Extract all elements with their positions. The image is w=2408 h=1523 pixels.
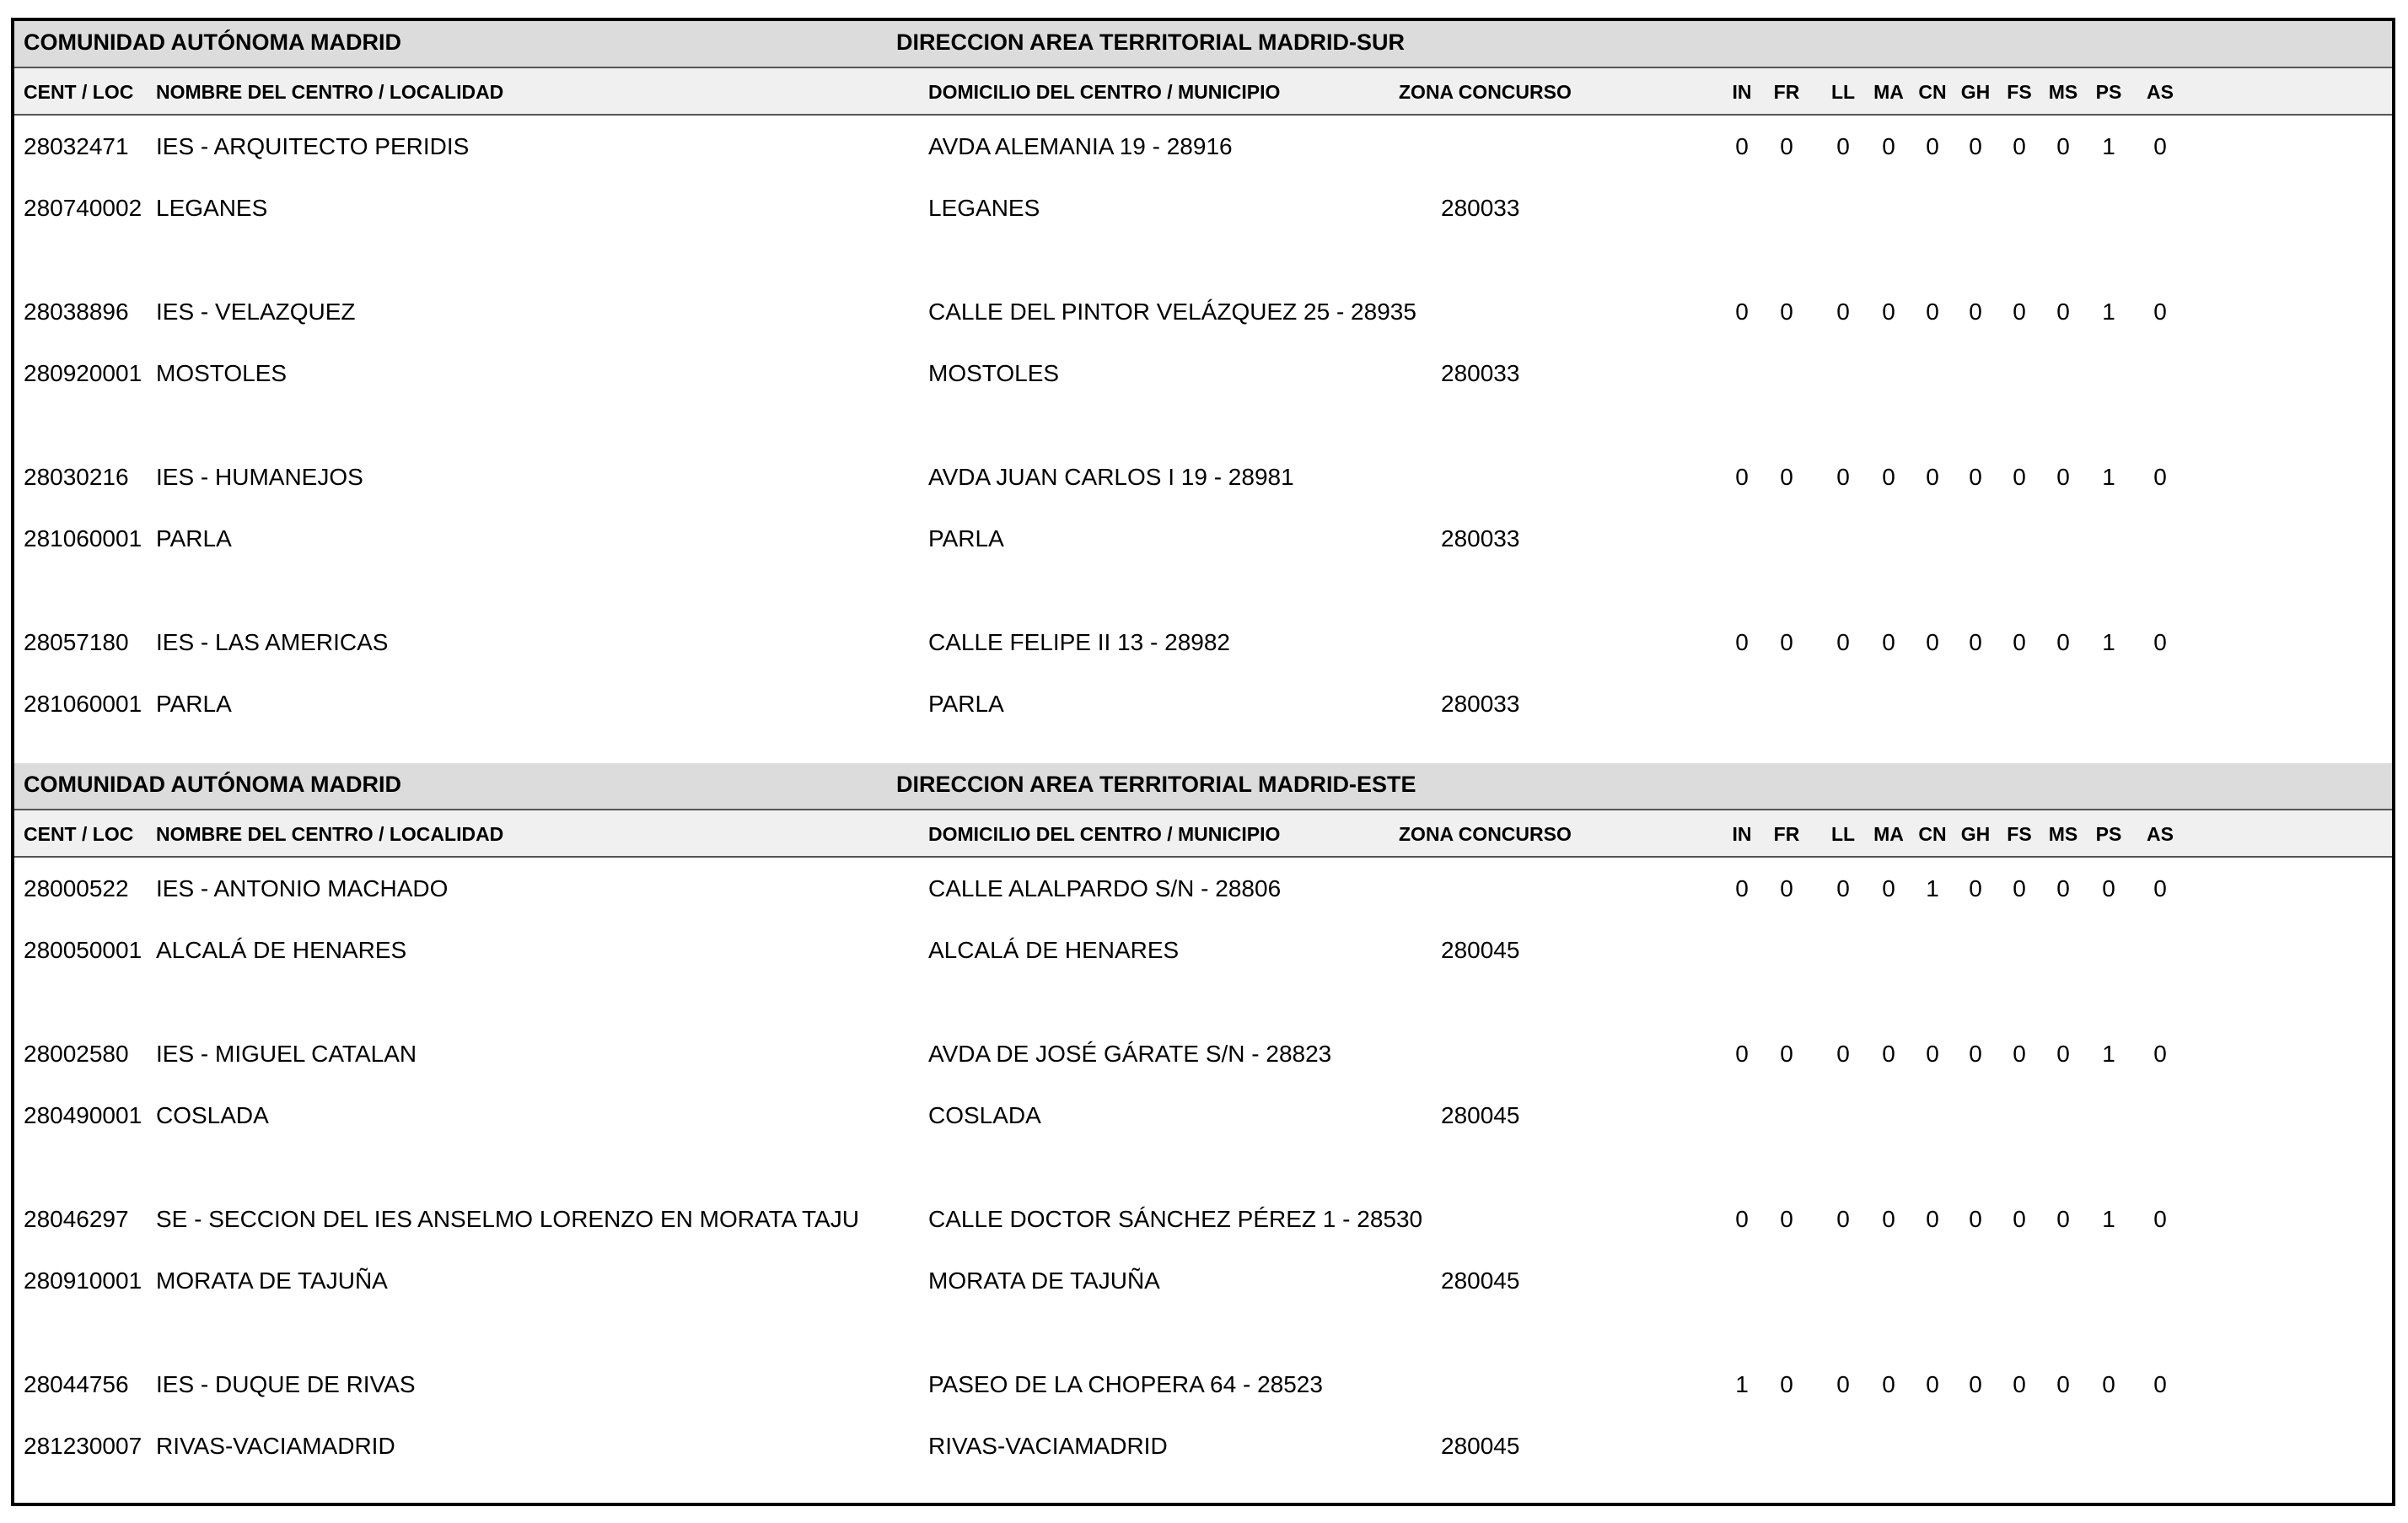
specialty-count: 1 — [2102, 1041, 2115, 1067]
locality-code: 280490001 — [24, 1102, 142, 1128]
locality-name: PARLA — [156, 691, 232, 717]
specialty-count: 0 — [1926, 133, 1939, 159]
column-header-specialty: IN — [1732, 823, 1752, 845]
specialty-count: 0 — [1969, 133, 1982, 159]
center-entry — [14, 120, 2392, 285]
specialty-count: 0 — [1836, 299, 1850, 325]
specialty-count: 0 — [2013, 629, 2026, 655]
locality-code: 280050001 — [24, 937, 142, 963]
specialty-count: 0 — [2056, 629, 2070, 655]
specialty-count: 0 — [1882, 133, 1895, 159]
specialty-count: 0 — [1926, 299, 1939, 325]
specialty-count: 0 — [1780, 1206, 1793, 1232]
locality-name: MOSTOLES — [156, 360, 288, 386]
specialty-count: 1 — [1926, 875, 1939, 901]
center-entry — [14, 616, 2392, 781]
zone-code: 280033 — [1441, 195, 1520, 221]
specialty-count: 0 — [1780, 464, 1793, 490]
specialty-count: 0 — [2153, 875, 2167, 901]
column-header-specialty: MS — [2048, 823, 2078, 845]
specialty-count: 0 — [2013, 875, 2026, 901]
specialty-count: 0 — [2056, 875, 2070, 901]
specialty-count: 0 — [2013, 1041, 2026, 1067]
column-header-specialty: PS — [2095, 823, 2122, 845]
center-name: IES - VELAZQUEZ — [156, 299, 356, 325]
section-title-bar — [14, 21, 2392, 68]
specialty-count: 0 — [1735, 875, 1749, 901]
locality-code: 281060001 — [24, 691, 142, 717]
center-address: AVDA ALEMANIA 19 - 28916 — [928, 133, 1233, 159]
specialty-count: 0 — [2056, 1371, 2070, 1397]
center-address: PASEO DE LA CHOPERA 64 - 28523 — [928, 1371, 1323, 1397]
specialty-count: 0 — [2013, 133, 2026, 159]
center-code: 28038896 — [24, 299, 129, 325]
column-header-specialty: FS — [2007, 823, 2032, 845]
specialty-count: 0 — [1735, 629, 1749, 655]
center-address: CALLE DOCTOR SÁNCHEZ PÉREZ 1 - 28530 — [928, 1206, 1423, 1232]
specialty-count: 0 — [1926, 464, 1939, 490]
specialty-count: 0 — [1735, 299, 1749, 325]
locality-name: RIVAS-VACIAMADRID — [156, 1433, 395, 1459]
column-header-code: CENT / LOC — [24, 823, 134, 845]
column-header-zone: ZONA CONCURSO — [1399, 823, 1572, 845]
center-code: 28057180 — [24, 629, 129, 655]
report-frame — [11, 18, 2395, 1506]
municipality-name: COSLADA — [928, 1102, 1041, 1128]
municipality-name: ALCALÁ DE HENARES — [928, 937, 1180, 963]
specialty-count: 1 — [2102, 299, 2115, 325]
column-header-specialty: CN — [1918, 81, 1947, 103]
specialty-count: 0 — [1882, 1041, 1895, 1067]
municipality-name: MORATA DE TAJUÑA — [928, 1267, 1160, 1294]
specialty-count: 0 — [1836, 464, 1850, 490]
region-title: COMUNIDAD AUTÓNOMA MADRID — [24, 772, 401, 797]
specialty-count: 0 — [2013, 299, 2026, 325]
center-name: SE - SECCION DEL IES ANSELMO LORENZO EN MORATA TAJU — [156, 1206, 859, 1232]
specialty-count: 0 — [2102, 1371, 2115, 1397]
specialty-count: 0 — [2153, 299, 2167, 325]
specialty-count: 0 — [1969, 1041, 1982, 1067]
specialty-count: 0 — [2153, 1041, 2167, 1067]
specialty-count: 0 — [1882, 875, 1895, 901]
specialty-count: 0 — [2153, 1371, 2167, 1397]
center-code: 28032471 — [24, 133, 129, 159]
locality-name: PARLA — [156, 525, 232, 552]
specialty-count: 0 — [1836, 133, 1850, 159]
specialty-count: 0 — [1969, 464, 1982, 490]
specialty-count: 0 — [1926, 1206, 1939, 1232]
center-name: IES - ANTONIO MACHADO — [156, 875, 449, 901]
specialty-count: 0 — [1780, 629, 1793, 655]
zone-code: 280045 — [1441, 1267, 1520, 1294]
specialty-count: 0 — [2056, 1206, 2070, 1232]
specialty-count: 0 — [1969, 629, 1982, 655]
specialty-count: 0 — [1836, 629, 1850, 655]
specialty-count: 0 — [1969, 1371, 1982, 1397]
specialty-count: 0 — [2056, 133, 2070, 159]
zone-code: 280033 — [1441, 525, 1520, 552]
column-header-specialty: LL — [1830, 81, 1856, 103]
locality-name: LEGANES — [156, 195, 268, 221]
column-header-specialty: FR — [1773, 823, 1800, 845]
locality-name: ALCALÁ DE HENARES — [156, 937, 407, 963]
center-address: CALLE FELIPE II 13 - 28982 — [928, 629, 1230, 655]
locality-code: 280920001 — [24, 360, 142, 386]
zone-code: 280033 — [1441, 360, 1520, 386]
specialty-count: 0 — [1780, 1371, 1793, 1397]
specialty-count: 0 — [2056, 299, 2070, 325]
specialty-count: 0 — [2056, 464, 2070, 490]
column-header-specialty: MA — [1873, 823, 1904, 845]
column-header-specialty: MS — [2048, 81, 2078, 103]
specialty-count: 0 — [1926, 1041, 1939, 1067]
center-code: 28030216 — [24, 464, 129, 490]
specialty-count: 0 — [1882, 299, 1895, 325]
center-entry — [14, 1192, 2392, 1358]
municipality-name: LEGANES — [928, 195, 1040, 221]
specialty-count: 0 — [2153, 464, 2167, 490]
center-address: CALLE DEL PINTOR VELÁZQUEZ 25 - 28935 — [928, 299, 1416, 325]
specialty-count: 0 — [1882, 1371, 1895, 1397]
column-header-specialty: MA — [1873, 81, 1904, 103]
specialty-count: 0 — [2056, 1041, 2070, 1067]
center-entry — [14, 1027, 2392, 1192]
column-header-address: DOMICILIO DEL CENTRO / MUNICIPIO — [928, 823, 1281, 845]
specialty-count: 0 — [2013, 1371, 2026, 1397]
report-section — [14, 763, 2392, 1503]
specialty-count: 0 — [1926, 1371, 1939, 1397]
locality-code: 281230007 — [24, 1433, 142, 1459]
column-header-specialty: LL — [1830, 823, 1856, 845]
area-title: DIRECCION AREA TERRITORIAL MADRID-SUR — [896, 30, 1406, 55]
column-header-specialty: AS — [2147, 823, 2174, 845]
region-title: COMUNIDAD AUTÓNOMA MADRID — [24, 30, 401, 55]
zone-code: 280045 — [1441, 1102, 1520, 1128]
specialty-count: 0 — [1780, 875, 1793, 901]
specialty-count: 0 — [1780, 133, 1793, 159]
municipality-name: RIVAS-VACIAMADRID — [928, 1433, 1168, 1459]
specialty-count: 0 — [1735, 133, 1749, 159]
column-header-zone: ZONA CONCURSO — [1399, 81, 1572, 103]
specialty-count: 1 — [2102, 464, 2115, 490]
column-header-row — [14, 810, 2392, 858]
column-header-specialty: FR — [1773, 81, 1800, 103]
specialty-count: 0 — [2153, 1206, 2167, 1232]
zone-code: 280033 — [1441, 691, 1520, 717]
center-address: AVDA JUAN CARLOS I 19 - 28981 — [928, 464, 1294, 490]
municipality-name: PARLA — [928, 525, 1004, 552]
specialty-count: 0 — [1836, 1041, 1850, 1067]
specialty-count: 0 — [1836, 1371, 1850, 1397]
specialty-count: 0 — [1735, 464, 1749, 490]
specialty-count: 0 — [1735, 1206, 1749, 1232]
specialty-count: 1 — [1735, 1371, 1749, 1397]
area-title: DIRECCION AREA TERRITORIAL MADRID-ESTE — [896, 772, 1416, 797]
specialty-count: 1 — [2102, 1206, 2115, 1232]
specialty-count: 0 — [2013, 1206, 2026, 1232]
center-code: 28002580 — [24, 1041, 129, 1067]
center-code: 28046297 — [24, 1206, 129, 1232]
zone-code: 280045 — [1441, 937, 1520, 963]
center-entry — [14, 862, 2392, 1027]
specialty-count: 0 — [2102, 875, 2115, 901]
specialty-count: 1 — [2102, 133, 2115, 159]
column-header-address: DOMICILIO DEL CENTRO / MUNICIPIO — [928, 81, 1281, 103]
municipality-name: MOSTOLES — [928, 360, 1060, 386]
locality-name: COSLADA — [156, 1102, 269, 1128]
column-header-specialty: AS — [2147, 81, 2174, 103]
specialty-count: 0 — [1926, 629, 1939, 655]
center-name: IES - HUMANEJOS — [156, 464, 363, 490]
center-name: IES - LAS AMERICAS — [156, 629, 389, 655]
column-header-row — [14, 68, 2392, 116]
specialty-count: 0 — [1836, 1206, 1850, 1232]
locality-name: MORATA DE TAJUÑA — [156, 1267, 388, 1294]
specialty-count: 0 — [1969, 299, 1982, 325]
column-header-specialty: PS — [2095, 81, 2122, 103]
center-code: 28044756 — [24, 1371, 129, 1397]
column-header-name: NOMBRE DEL CENTRO / LOCALIDAD — [156, 81, 504, 103]
locality-code: 280740002 — [24, 195, 142, 221]
specialty-count: 0 — [1780, 1041, 1793, 1067]
specialty-count: 0 — [2153, 629, 2167, 655]
specialty-count: 0 — [1969, 1206, 1982, 1232]
municipality-name: PARLA — [928, 691, 1004, 717]
column-header-specialty: GH — [1960, 823, 1991, 845]
section-title-bar — [14, 763, 2392, 810]
locality-code: 281060001 — [24, 525, 142, 552]
column-header-name: NOMBRE DEL CENTRO / LOCALIDAD — [156, 823, 504, 845]
report-section — [14, 21, 2392, 763]
specialty-count: 1 — [2102, 629, 2115, 655]
center-name: IES - ARQUITECTO PERIDIS — [156, 133, 470, 159]
center-name: IES - DUQUE DE RIVAS — [156, 1371, 416, 1397]
column-header-specialty: CN — [1918, 823, 1947, 845]
center-address: CALLE ALALPARDO S/N - 28806 — [928, 875, 1282, 901]
specialty-count: 0 — [1969, 875, 1982, 901]
specialty-count: 0 — [1735, 1041, 1749, 1067]
specialty-count: 0 — [1780, 299, 1793, 325]
specialty-count: 0 — [1882, 629, 1895, 655]
center-code: 28000522 — [24, 875, 129, 901]
specialty-count: 0 — [1882, 1206, 1895, 1232]
center-name: IES - MIGUEL CATALAN — [156, 1041, 417, 1067]
specialty-count: 0 — [2013, 464, 2026, 490]
specialty-count: 0 — [2153, 133, 2167, 159]
column-header-code: CENT / LOC — [24, 81, 134, 103]
specialty-count: 0 — [1882, 464, 1895, 490]
center-entry — [14, 1358, 2392, 1523]
center-entry — [14, 450, 2392, 616]
column-header-specialty: FS — [2007, 81, 2032, 103]
zone-code: 280045 — [1441, 1433, 1520, 1459]
locality-code: 280910001 — [24, 1267, 142, 1294]
center-address: AVDA DE JOSÉ GÁRATE S/N - 28823 — [928, 1041, 1332, 1067]
specialty-count: 0 — [1836, 875, 1850, 901]
column-header-specialty: IN — [1732, 81, 1752, 103]
center-entry — [14, 285, 2392, 450]
column-header-specialty: GH — [1960, 81, 1991, 103]
